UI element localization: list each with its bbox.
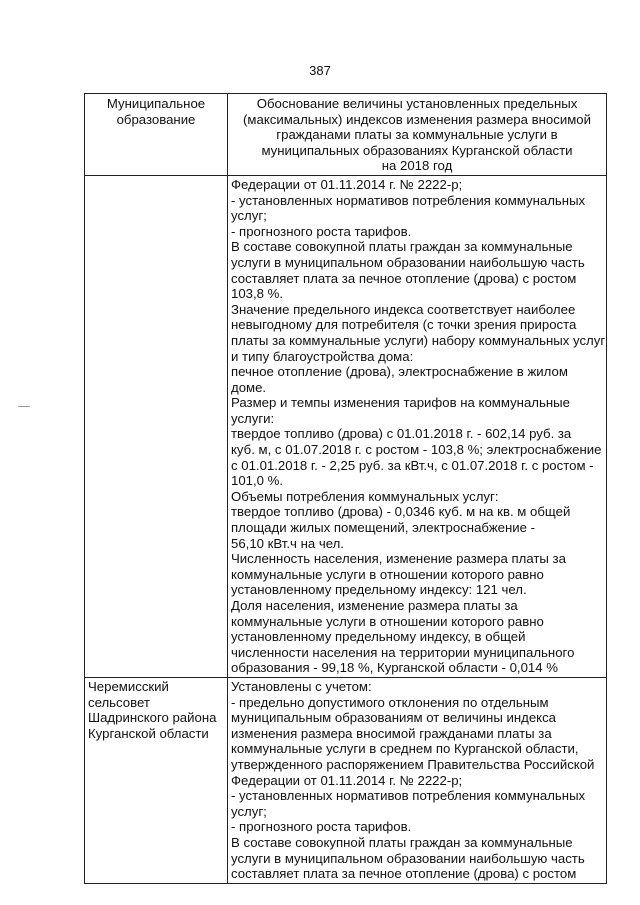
text-line: твердое топливо (дрова) - 0,0346 куб. м на кв. м общей bbox=[231, 504, 571, 520]
text-line: В составе совокупной платы граждан за коммунальные bbox=[231, 834, 573, 850]
text-line: коммунальные услуги в отношении которого равно bbox=[231, 566, 544, 582]
text-line: - установленных нормативов потребления коммунальных bbox=[231, 192, 586, 208]
text-line: образования - 99,18 %, Курганской области - 0,014 % bbox=[231, 660, 558, 676]
text-line: с 01.01.2018 г. - 2,25 руб. за кВт.ч, с 01.07.2018 г. с ростом - bbox=[231, 457, 594, 473]
text-line: Федерации от 01.11.2014 г. № 2222-р; bbox=[231, 772, 463, 788]
text-line: муниципальным образованиям от величины индекса bbox=[231, 710, 557, 726]
text-line: установленному предельному индексу: 121 чел. bbox=[231, 582, 527, 598]
row-justification-cell bbox=[228, 677, 607, 883]
table-header-row bbox=[85, 94, 607, 176]
tariff-justification-table bbox=[84, 93, 607, 884]
text-line: Шадринского района bbox=[88, 710, 217, 726]
table-row bbox=[85, 677, 607, 883]
text-line: 101,0 %. bbox=[231, 473, 284, 489]
text-line: (максимальных) индексов изменения размера вносимой bbox=[243, 111, 591, 127]
row-municipality-cell bbox=[85, 677, 228, 883]
text-line: 56,10 кВт.ч на чел. bbox=[231, 535, 344, 551]
text-line: площади жилых помещений, электроснабжение - bbox=[231, 520, 536, 536]
row-justification-cell bbox=[228, 175, 607, 677]
header-justification bbox=[228, 94, 607, 176]
text-line: услуги в муниципальном образовании наибольшую часть bbox=[231, 254, 585, 270]
text-line: изменения размера вносимой гражданами платы за bbox=[231, 725, 552, 741]
text-line: - прогнозного роста тарифов. bbox=[231, 223, 412, 239]
text-line: Численность населения, изменение размера платы за bbox=[231, 551, 566, 567]
page-number: 387 bbox=[309, 63, 331, 78]
text-line: сельсовет bbox=[88, 694, 150, 710]
text-line: образование bbox=[116, 111, 196, 127]
text-line: твердое топливо (дрова) с 01.01.2018 г. - 602,14 руб. за bbox=[231, 426, 572, 442]
text-line: - прогнозного роста тарифов. bbox=[231, 819, 412, 835]
text-line: утвержденного распоряжением Правительства Российской bbox=[231, 756, 595, 772]
text-line: Доля населения, изменение размера платы за bbox=[231, 598, 518, 613]
text-line: установленному предельному индексу, в общей bbox=[231, 629, 526, 645]
text-line: составляет плата за печное отопление (дрова) с ростом bbox=[231, 866, 577, 882]
text-line: Курганской области bbox=[88, 725, 209, 741]
text-line: доме. bbox=[231, 379, 267, 395]
table-row bbox=[85, 175, 607, 677]
text-line: гражданами платы за коммунальные услуги в bbox=[276, 127, 558, 143]
header-municipality bbox=[85, 94, 228, 176]
scan-edge-mark bbox=[18, 406, 30, 407]
text-line: 103,8 %. bbox=[231, 286, 284, 302]
text-line: Черемисский bbox=[88, 678, 169, 694]
text-line: Федерации от 01.11.2014 г. № 2222-р; bbox=[231, 176, 463, 192]
text-line: Муниципальное bbox=[106, 96, 206, 111]
text-line: куб. м, с 01.07.2018 г. с ростом - 103,8 %; электроснабжение bbox=[231, 442, 602, 458]
text-line: В составе совокупной платы граждан за коммунальные bbox=[231, 239, 573, 255]
text-line: услуги в муниципальном образовании наибольшую часть bbox=[231, 850, 585, 866]
text-line: составляет плата за печное отопление (дрова) с ростом bbox=[231, 270, 577, 286]
text-line: численности населения на территории муниципального bbox=[231, 644, 575, 660]
text-line: муниципальных образованиях Курганской области bbox=[261, 142, 573, 158]
text-line: Размер и темпы изменения тарифов на коммунальные bbox=[231, 395, 570, 411]
text-line: услуг; bbox=[231, 803, 267, 819]
text-line: услуг; bbox=[231, 208, 267, 224]
text-line: услуги: bbox=[231, 410, 275, 426]
text-line: - установленных нормативов потребления коммунальных bbox=[231, 788, 586, 804]
text-line: печное отопление (дрова), электроснабжение в жилом bbox=[231, 364, 568, 380]
text-line: Объемы потребления коммунальных услуг: bbox=[231, 488, 499, 504]
text-line: на 2018 год bbox=[381, 158, 453, 174]
row-municipality-cell bbox=[85, 175, 228, 677]
text-line: коммунальные услуги в отношении которого равно bbox=[231, 613, 544, 629]
text-line: коммунальные услуги в среднем по Курганской области, bbox=[231, 741, 579, 757]
text-line: Установлены с учетом: bbox=[231, 678, 372, 694]
text-line: Значение предельного индекса соответствует наиболее bbox=[231, 301, 576, 317]
text-line: и типу благоустройства дома: bbox=[231, 348, 414, 364]
text-line: Обоснование величины установленных предельных bbox=[256, 96, 578, 111]
text-line: невыгодному для потребителя (с точки зрения прироста bbox=[231, 317, 577, 333]
text-line: платы за коммунальные услуги) набору коммунальных услуг bbox=[231, 332, 606, 348]
text-line: - предельно допустимого отклонения по отдельным bbox=[231, 694, 549, 710]
